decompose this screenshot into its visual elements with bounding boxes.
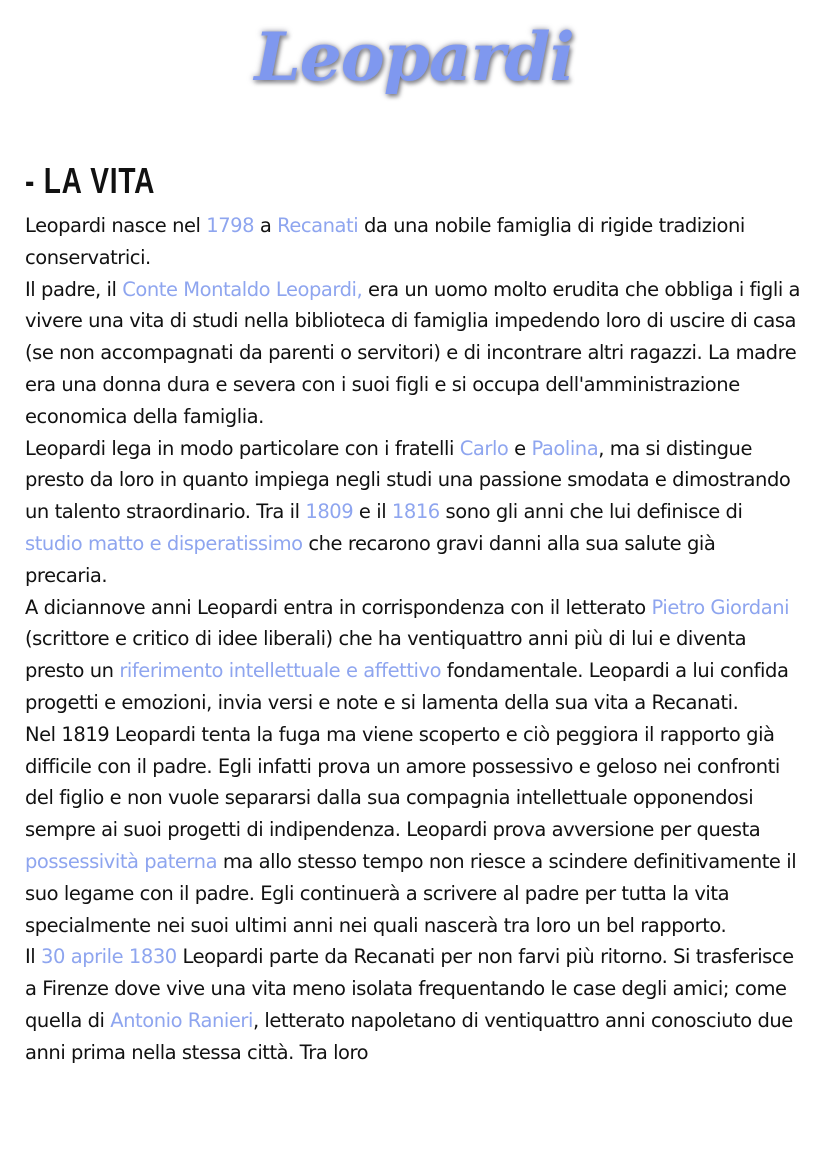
text-run: a: [254, 214, 278, 237]
section-heading: - LA VITA: [25, 160, 156, 201]
highlight-carlo: Carlo: [459, 436, 509, 460]
text-run: e: [508, 436, 532, 460]
body-text: [25, 210, 801, 1069]
text-run: (scrittore e critico di idee liberali) che ha ventiquattro anni più di lui e diventa presto un: [25, 627, 747, 683]
text-run: che recarono gravi danni alla sua salute già precaria.: [25, 531, 716, 587]
highlight-paolina: Paolina: [531, 436, 599, 460]
text-run: era un uomo molto erudita che obbliga i figli a vivere una vita di studi nella biblioteca di famiglia impedendo loro di uscire di casa (se non accompagnati da parenti o servitori) e di incontrare altri ragazzi. La madre era una donna dura e severa con i suoi figli e si occupa dell'amministrazione economica della famiglia.: [25, 277, 801, 428]
text-run: Il: [25, 945, 42, 969]
highlight-antonio-ranieri: Antonio Ranieri: [110, 1008, 253, 1032]
highlight-possessivita-paterna: possessività paterna: [25, 849, 218, 873]
highlight-year-1809: 1809: [305, 500, 354, 524]
highlight-studio-matto: studio matto e disperatissimo: [25, 531, 303, 555]
text-run: Nel 1819 Leopardi tenta la fuga ma viene scoperto e ciò peggiora il rapporto già difficile con il padre. Egli infatti prova un amore possessivo e geloso nei confronti del figlio e non vuole separarsi dalla sua compagnia intellettuale opponendosi sempre ai suoi progetti di indipendenza. Leopardi prova avversione per questa: [25, 722, 780, 842]
paragraph-1: [25, 210, 801, 274]
highlight-recanati: Recanati: [277, 214, 359, 237]
paragraph-2: [25, 274, 801, 433]
text-run: , letterato napoletano di ventiquattro anni conosciuto due anni prima nella stessa città. Tra loro: [25, 1008, 793, 1064]
paragraph-6: [25, 941, 801, 1068]
text-run: Leopardi parte da Recanati per non farvi più ritorno. Si trasferisce a Firenze dove vive una vita meno isolata frequentando le case degli amici; come quella di: [25, 945, 794, 1032]
highlight-year-1798: 1798: [206, 214, 255, 237]
text-run: Leopardi lega in modo particolare con i fratelli: [25, 436, 460, 460]
text-run: da una nobile famiglia di rigide tradizioni conservatrici.: [25, 214, 745, 269]
highlight-year-1816: 1816: [391, 500, 440, 524]
text-run: e il: [353, 500, 392, 524]
highlight-conte-montaldo: Conte Montaldo Leopardi,: [122, 277, 363, 301]
text-run: A diciannove anni Leopardi entra in corrispondenza con il letterato: [25, 595, 652, 619]
text-run: Leopardi nasce nel: [25, 214, 207, 237]
text-run: ma allo stesso tempo non riesce a scindere definitivamente il suo legame con il padre. Egli continuerà a scrivere al padre per tutta la vita specialmente nei suoi ultimi anni nei quali nascerà tra loro un bel rapporto.: [25, 849, 797, 937]
text-run: sono gli anni che lui definisce di: [439, 500, 743, 524]
paragraph-3: [25, 433, 801, 592]
highlight-pietro-giordani: Pietro Giordani: [651, 595, 790, 619]
text-run: , ma si distingue presto da loro in quanto impiega negli studi una passione smodata e dimostrando un talento straordinario. Tra il: [25, 436, 791, 524]
highlight-date-1830: 30 aprile 1830: [41, 945, 177, 969]
paragraph-5: [25, 719, 801, 942]
page-title: Leopardi: [254, 18, 574, 96]
text-run: fondamentale. Leopardi a lui confida progetti e emozioni, invia versi e note e si lamenta della sua vita a Recanati.: [25, 659, 789, 714]
paragraph-4: [25, 592, 801, 719]
highlight-riferimento: riferimento intellettuale e affettivo: [119, 659, 442, 683]
text-run: Il padre, il: [25, 277, 123, 301]
